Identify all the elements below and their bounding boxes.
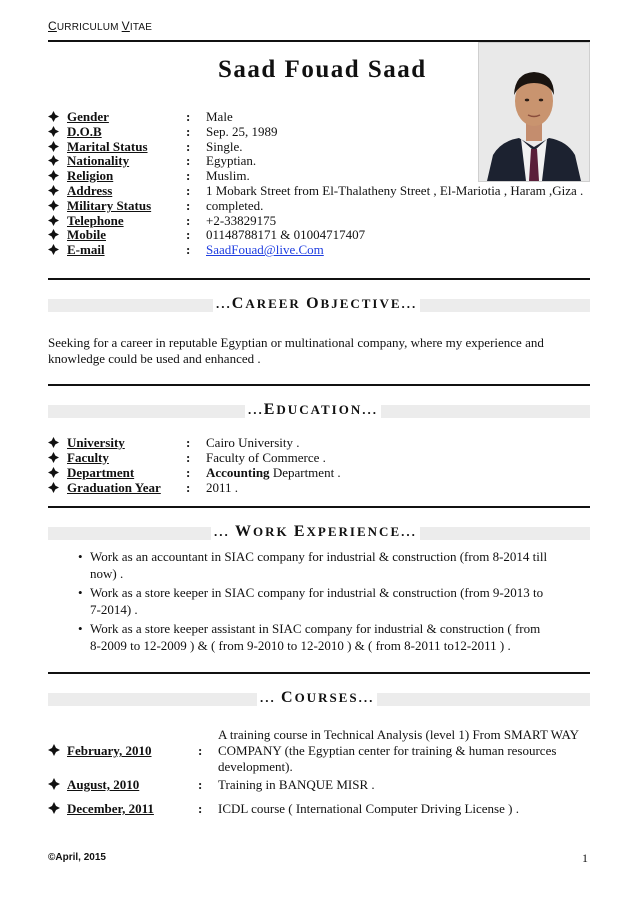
detail-value: Sep. 25, 1989	[206, 123, 278, 139]
detail-label: Mobile	[67, 227, 106, 243]
detail-row	[48, 242, 608, 257]
work-item: • Work as a store keeper assistant in SIAC company for industrial & construction ( from 8-2009 to 12-2009 ) & ( from 9-2010 to 12-2010 ) & ( from 8-2011 to12-2011 ) .	[78, 620, 548, 654]
detail-value: Egyptian.	[206, 153, 257, 169]
diamond-bullet-icon	[48, 777, 58, 795]
detail-row	[48, 198, 608, 213]
section-divider	[48, 384, 590, 386]
section-divider	[48, 278, 590, 280]
course-colon: :	[198, 801, 203, 816]
detail-row	[48, 153, 608, 168]
diamond-bullet-icon	[48, 242, 59, 260]
detail-colon: :	[186, 123, 191, 139]
detail-value-rest: Department .	[269, 465, 341, 480]
detail-value: Faculty of Commerce .	[206, 450, 326, 465]
detail-colon: :	[186, 183, 191, 198]
detail-value	[206, 465, 341, 480]
page-number: 1	[582, 851, 588, 865]
detail-value: completed.	[206, 197, 264, 213]
detail-row	[48, 435, 608, 450]
course-description: ICDL course ( International Computer Driving License ) .	[218, 801, 519, 816]
detail-colon: :	[186, 197, 191, 213]
detail-value: 01148788171 & 01004717407	[206, 227, 366, 243]
work-item: • Work as a store keeper in SIAC company for industrial & construction (from 9-2013 to 7-2014) .	[78, 584, 548, 618]
footer-copyright: ©April, 2015	[48, 852, 106, 863]
detail-value: Male	[206, 109, 233, 124]
detail-row	[48, 183, 608, 198]
detail-row	[48, 213, 608, 228]
detail-label: Department	[67, 465, 135, 480]
detail-colon: :	[186, 109, 191, 124]
detail-value: 1 Mobark Street from El-Thalatheny Street , El-Mariotia , Haram ,Giza .	[206, 183, 584, 198]
detail-label: Nationality	[67, 153, 130, 169]
detail-row	[48, 124, 608, 139]
detail-colon: :	[186, 450, 191, 465]
detail-colon: :	[186, 480, 191, 495]
diamond-bullet-icon	[48, 743, 58, 761]
detail-label: Graduation Year	[67, 480, 161, 495]
detail-label: Telephone	[67, 212, 124, 228]
career-objective-text: Seeking for a career in reputable Egyptian or multinational company, where my experience and knowledge could be used and enhanced .	[48, 335, 544, 366]
diamond-bullet-icon	[48, 480, 59, 498]
detail-colon: :	[186, 212, 191, 228]
detail-label: Religion	[67, 168, 114, 184]
detail-label: D.O.B	[67, 123, 102, 139]
detail-row	[48, 450, 608, 465]
section-divider	[48, 506, 590, 508]
detail-label: Address	[67, 183, 113, 198]
detail-colon: :	[186, 435, 191, 450]
detail-row	[48, 139, 608, 154]
detail-label: Gender	[67, 109, 109, 124]
email-link[interactable]: SaadFouad@live.Com	[206, 242, 324, 258]
detail-label: Military Status	[67, 197, 152, 213]
work-item: • Work as an accountant in SIAC company for industrial & construction (from 8-2014 till now) .	[78, 548, 548, 582]
detail-label: University	[67, 435, 125, 450]
career-objective-heading: ...CAREER OBJECTIVE...	[213, 295, 420, 313]
course-colon: :	[198, 743, 203, 758]
detail-value: +2-33829175	[206, 212, 277, 228]
course-description: A training course in Technical Analysis (level 1) From SMART WAY COMPANY (the Egyptian center for training & human resources development).	[218, 727, 579, 774]
detail-label: Marital Status	[67, 138, 148, 154]
detail-row	[48, 480, 608, 495]
diamond-bullet-icon	[48, 801, 58, 819]
detail-colon: :	[186, 242, 191, 258]
detail-label: Faculty	[67, 450, 109, 465]
detail-colon: :	[186, 465, 191, 480]
detail-row	[48, 227, 608, 242]
detail-label: E-mail	[67, 242, 105, 258]
detail-value: Single.	[206, 138, 243, 154]
detail-value: 2011 .	[206, 480, 239, 495]
detail-colon: :	[186, 153, 191, 169]
email-value	[206, 242, 324, 257]
work-experience-list	[78, 548, 548, 656]
detail-row	[48, 465, 608, 480]
detail-row	[48, 109, 608, 124]
work-experience-heading: ... WORK EXPERIENCE...	[211, 523, 420, 541]
course-date: August, 2010	[67, 777, 140, 792]
detail-value: Muslim.	[206, 168, 250, 184]
section-divider	[48, 672, 590, 674]
course-date: February, 2010	[67, 743, 152, 758]
document-header-label: CURRICULUM VITAE	[48, 19, 153, 33]
course-description: Training in BANQUE MISR .	[218, 777, 375, 792]
course-colon: :	[198, 777, 203, 792]
detail-colon: :	[186, 138, 191, 154]
course-date: December, 2011	[67, 801, 154, 816]
detail-colon: :	[186, 168, 191, 184]
detail-row	[48, 168, 608, 183]
detail-value-emphasis: Accounting	[206, 465, 270, 480]
candidate-name: Saad Fouad Saad	[218, 56, 427, 83]
courses-heading: ... COURSES...	[257, 689, 377, 707]
detail-colon: :	[186, 227, 191, 243]
detail-value: Cairo University .	[206, 435, 300, 450]
education-heading: ...EDUCATION...	[245, 401, 381, 419]
